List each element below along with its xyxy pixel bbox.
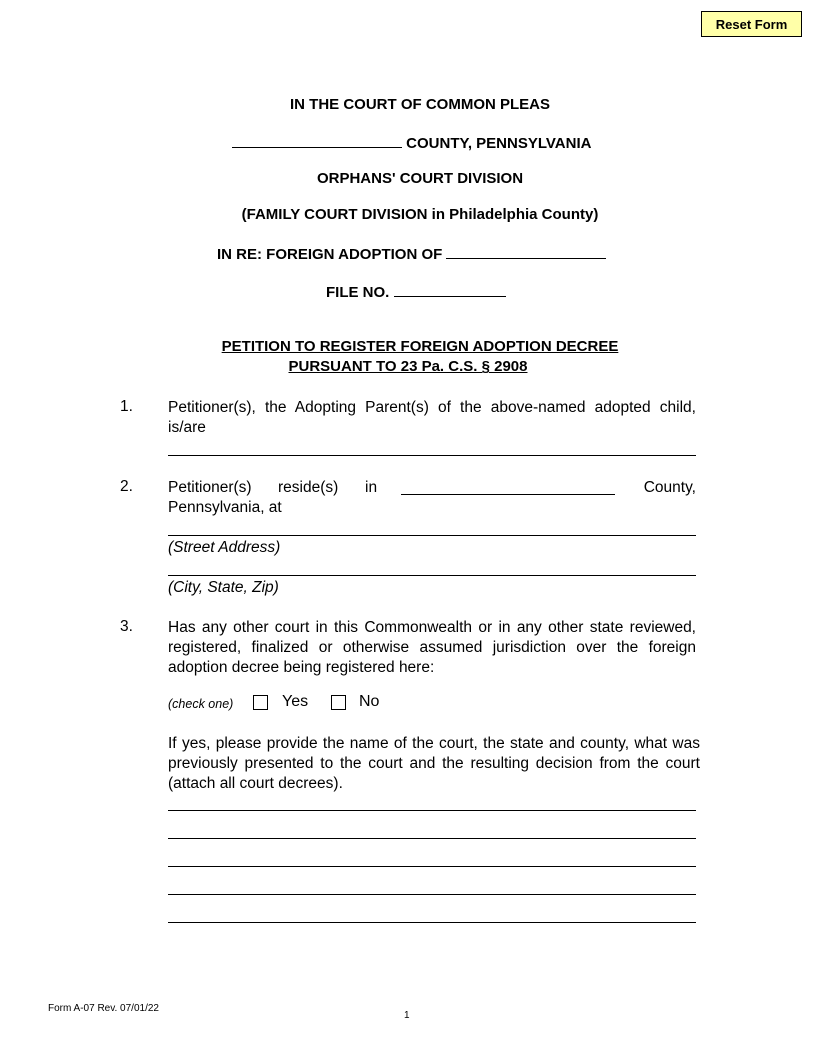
street-address-line[interactable]: [168, 535, 696, 536]
item-2-word-resides: reside(s): [278, 479, 339, 496]
court-details-line-2[interactable]: [168, 838, 696, 839]
yes-checkbox[interactable]: [253, 695, 268, 710]
item-1-answer-line[interactable]: [168, 455, 696, 456]
street-address-label: (Street Address): [168, 539, 281, 556]
item-2-line1: [168, 478, 696, 498]
family-division-heading: (FAMILY COURT DIVISION in Philadelphia County): [241, 206, 599, 223]
in-re-line: [217, 244, 606, 263]
item-3-followup-text: If yes, please provide the name of the court, the state and county, what was previously presented to the court and the resulting decision from the court (attach all court decrees).: [168, 735, 700, 792]
petition-title-line2: PURSUANT TO 23 Pa. C.S. § 2908: [288, 358, 528, 375]
item-2-word-petitioners: Petitioner(s): [168, 479, 252, 496]
no-label: No: [359, 693, 380, 710]
page-number: 1: [404, 1010, 410, 1021]
item-3-text: Has any other court in this Commonwealth or in any other state reviewed, registered, finalized or otherwise assumed jurisdiction over the foreign adoption decree being registered here:: [168, 619, 696, 676]
in-re-label: IN RE: FOREIGN ADOPTION OF: [217, 246, 443, 263]
county-blank[interactable]: [232, 133, 402, 148]
county-line: [232, 133, 591, 152]
item-2-line2: Pennsylvania, at: [168, 499, 282, 516]
file-no-label: FILE NO.: [326, 284, 390, 301]
form-id: Form A-07 Rev. 07/01/22: [48, 1003, 159, 1014]
file-no-blank[interactable]: [394, 282, 506, 297]
item-3-number: 3.: [120, 618, 133, 635]
orphans-division-heading: ORPHANS' COURT DIVISION: [316, 170, 524, 187]
yes-label: Yes: [282, 693, 309, 710]
no-checkbox[interactable]: [331, 695, 346, 710]
county-of-residence-blank[interactable]: [401, 480, 615, 495]
court-details-line-1[interactable]: [168, 810, 696, 811]
check-one-label: (check one): [168, 697, 234, 711]
adoptee-name-blank[interactable]: [446, 244, 606, 259]
petition-title-line1: PETITION TO REGISTER FOREIGN ADOPTION DECREE: [221, 338, 619, 355]
file-no-line: [326, 282, 506, 301]
item-1-number: 1.: [120, 398, 133, 415]
court-details-line-4[interactable]: [168, 894, 696, 895]
item-2-word-in: in: [365, 479, 378, 496]
item-2-word-county: County,: [643, 479, 696, 496]
item-1-text: Petitioner(s), the Adopting Parent(s) of the above-named adopted child, is/are: [168, 399, 696, 436]
court-heading: IN THE COURT OF COMMON PLEAS: [290, 96, 550, 113]
county-label: COUNTY, PENNSYLVANIA: [406, 135, 592, 152]
court-details-line-3[interactable]: [168, 866, 696, 867]
court-details-line-5[interactable]: [168, 922, 696, 923]
reset-form-button[interactable]: Reset Form: [701, 11, 802, 37]
city-state-zip-label: (City, State, Zip): [168, 579, 279, 596]
city-state-zip-line[interactable]: [168, 575, 696, 576]
item-2-number: 2.: [120, 478, 133, 495]
